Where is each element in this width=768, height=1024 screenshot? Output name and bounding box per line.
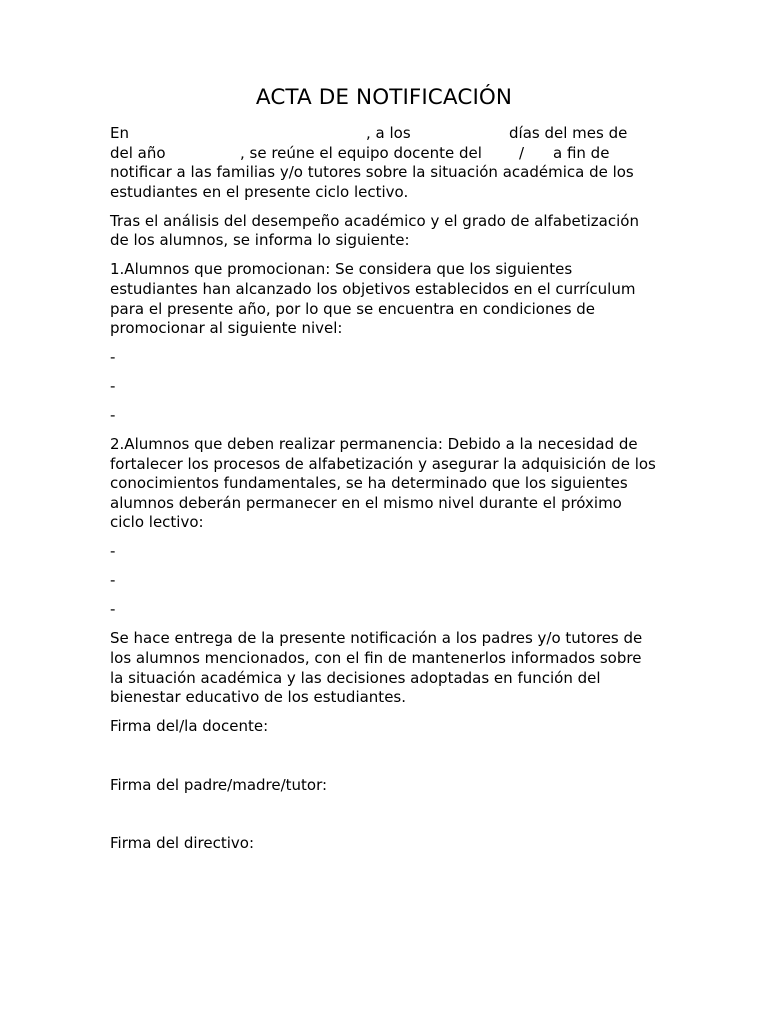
list-item: -: [110, 377, 116, 396]
intro-line-1: [110, 124, 658, 144]
list-item: -: [110, 600, 116, 619]
analysis-paragraph: Tras el análisis del desempeño académico y el grado de alfabetización de los alumnos, se informa lo siguiente:: [110, 211, 639, 250]
signature-teacher-label: Firma del/la docente:: [110, 717, 269, 736]
signature-parent-label: Firma del padre/madre/tutor:: [110, 775, 328, 794]
document-title: ACTA DE NOTIFICACIÓN: [255, 85, 513, 110]
intro-word-a-los: , a los: [366, 124, 411, 142]
intro-rest: notificar a las familias y/o tutores sobre la situación académica de los estudiantes en el presente ciclo lectivo.: [110, 163, 634, 201]
intro-word-slash: /: [519, 143, 525, 162]
intro-word-en: En: [110, 124, 129, 142]
signature-teacher-space: [110, 737, 658, 776]
list-item: -: [110, 542, 116, 561]
intro-word-dias: días del mes de: [509, 124, 628, 142]
intro-paragraph: [110, 124, 658, 202]
closing-paragraph: Se hace entrega de la presente notificación a los padres y/o tutores de los alumnos mencionados, con el fin de mantenerlos informados sobre la situación académica y las decisiones adoptadas en función del bienestar educativo de los estudiantes.: [110, 629, 643, 707]
intro-word-del-ano: del año: [110, 143, 166, 162]
section-remain: 2.Alumnos que deben realizar permanencia: Debido a la necesidad de fortalecer los procesos de alfabetización y asegurar la adquisición de los conocimientos fundamentales, se ha determinado que los siguientes alumnos deberán permanecer en el mismo nivel durante el próximo ciclo lectivo:: [110, 435, 656, 532]
intro-word-equipo: , se reúne el equipo docente del: [240, 143, 482, 162]
list-item: -: [110, 406, 116, 425]
signature-parent-space: [110, 795, 658, 834]
intro-word-a-fin: a fin de: [553, 143, 610, 162]
section-promote: 1.Alumnos que promocionan: Se considera que los siguientes estudiantes han alcanzado los objetivos establecidos en el currículum para el presente año, por lo que se encuentra en condiciones de promocionar al siguiente nivel:: [110, 260, 636, 338]
signature-director-label: Firma del directivo:: [110, 834, 255, 853]
intro-line-2: [110, 144, 658, 164]
list-item: -: [110, 348, 116, 367]
list-item: -: [110, 571, 116, 590]
document-page: [110, 84, 658, 854]
